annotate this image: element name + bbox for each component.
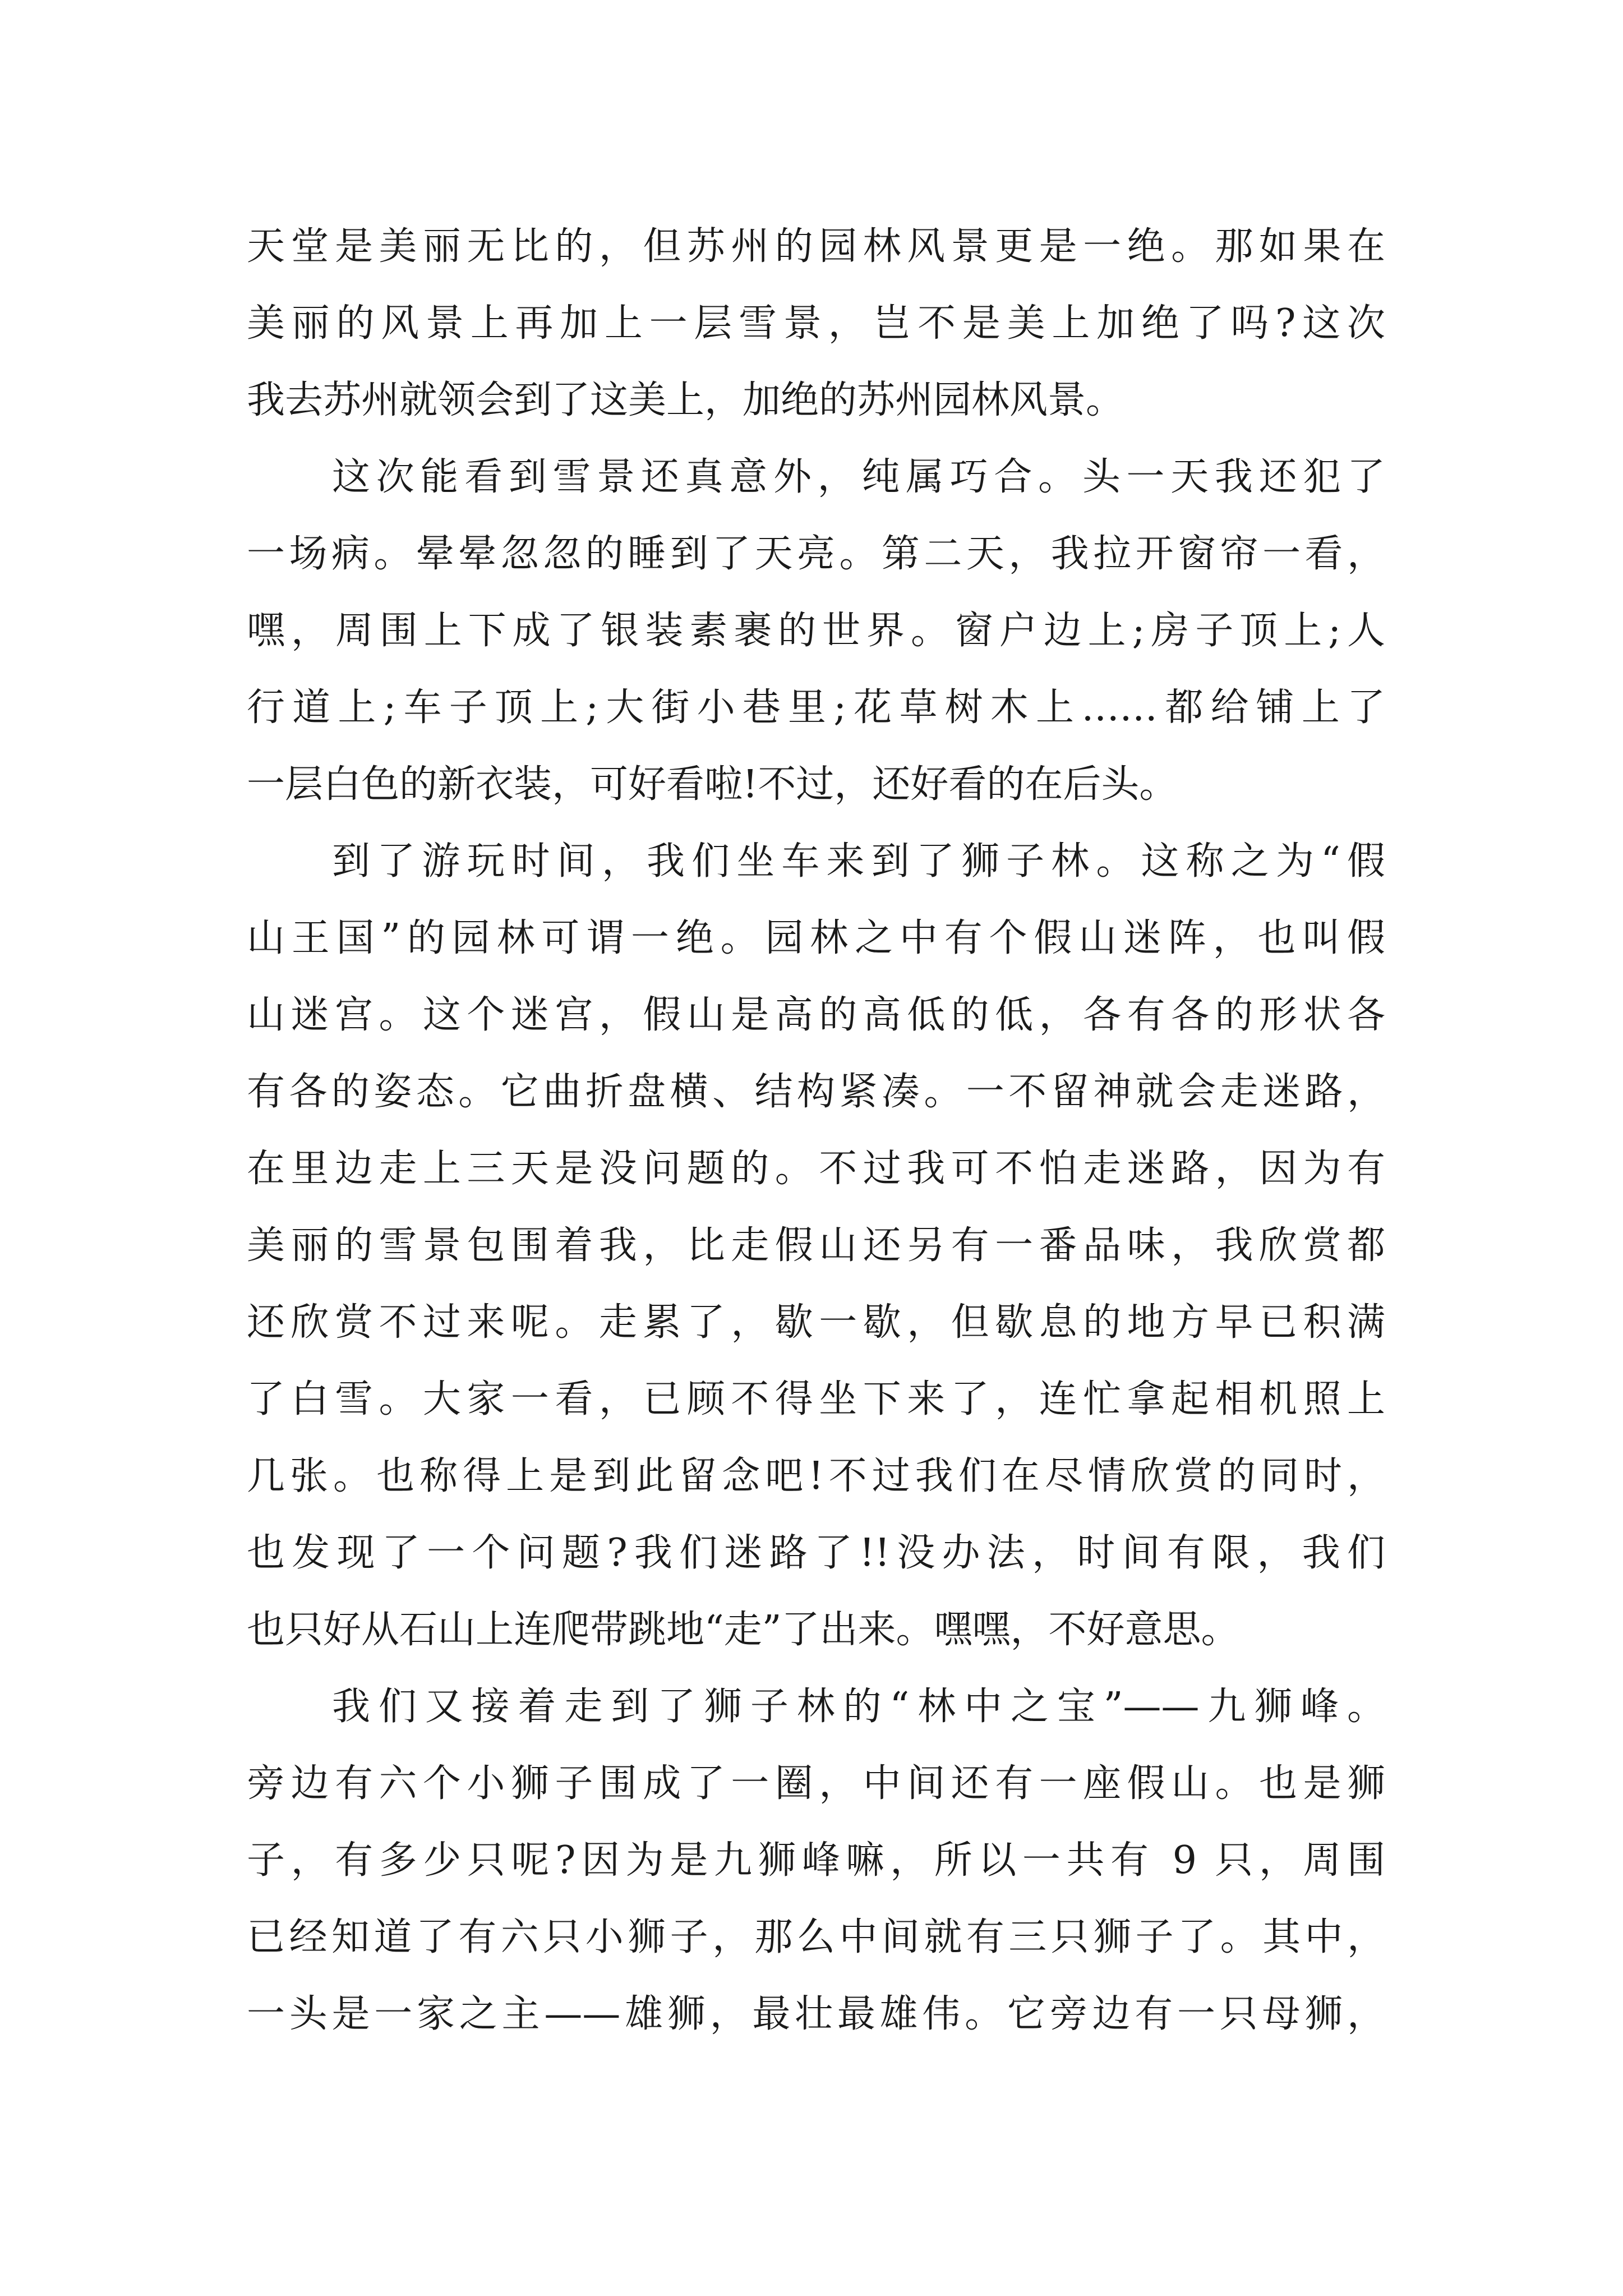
- text-line: 旁边有六个小狮子围成了一圈，中间还有一座假山。也是狮: [247, 1761, 1385, 1806]
- text-line: 一层白色的新衣装，可好看啦!不过，还好看的在后头。: [247, 762, 1178, 807]
- text-line: 我们又接着走到了狮子林的“林中之宝”——九狮峰。: [332, 1685, 1385, 1729]
- document-body: [247, 220, 1385, 2064]
- text-line: 也只好从石山上连爬带跳地“走”了出来。嘿嘿，不好意思。: [247, 1608, 1239, 1652]
- text-line: 了白雪。大家一看，已顾不得坐下来了，连忙拿起相机照上: [247, 1377, 1385, 1421]
- text-line: 美丽的雪景包围着我，比走假山还另有一番品味，我欣赏都: [247, 1223, 1385, 1268]
- text-line: 已经知道了有六只小狮子，那么中间就有三只狮子了。其中，: [247, 1915, 1385, 1959]
- text-line: 到了游玩时间，我们坐车来到了狮子林。这称之为“假: [332, 839, 1385, 884]
- text-line: 嘿，周围上下成了银装素裹的世界。窗户边上;房子顶上;人: [247, 609, 1385, 653]
- text-line: 一头是一家之主——雄狮，最壮最雄伟。它旁边有一只母狮，: [247, 1992, 1385, 2036]
- text-line: 一场病。晕晕忽忽的睡到了天亮。第二天，我拉开窗帘一看，: [247, 532, 1385, 576]
- text-line: 还欣赏不过来呢。走累了，歇一歇，但歇息的地方早已积满: [247, 1300, 1385, 1345]
- text-line: 有各的姿态。它曲折盘横、结构紧凑。一不留神就会走迷路，: [247, 1070, 1385, 1114]
- text-line: 我去苏州就领会到了这美上，加绝的苏州园林风景。: [247, 378, 1124, 422]
- text-line: 美丽的风景上再加上一层雪景，岂不是美上加绝了吗?这次: [247, 301, 1385, 346]
- text-line: 在里边走上三天是没问题的。不过我可不怕走迷路，因为有: [247, 1147, 1385, 1191]
- text-line: 行道上;车子顶上;大街小巷里;花草树木上……都给铺上了: [247, 685, 1385, 730]
- text-line: 山迷宫。这个迷宫，假山是高的高低的低，各有各的形状各: [247, 993, 1385, 1037]
- text-line: 山王国”的园林可谓一绝。园林之中有个假山迷阵，也叫假: [247, 916, 1385, 960]
- text-line: 天堂是美丽无比的，但苏州的园林风景更是一绝。那如果在: [247, 224, 1385, 269]
- text-line: 子，有多少只呢?因为是九狮峰嘛，所以一共有 9 只，周围: [247, 1838, 1385, 1883]
- text-line: 也发现了一个问题?我们迷路了!!没办法，时间有限，我们: [247, 1531, 1385, 1575]
- text-line: 这次能看到雪景还真意外，纯属巧合。头一天我还犯了: [332, 455, 1385, 499]
- text-line: 几张。也称得上是到此留念吧!不过我们在尽情欣赏的同时，: [247, 1454, 1385, 1498]
